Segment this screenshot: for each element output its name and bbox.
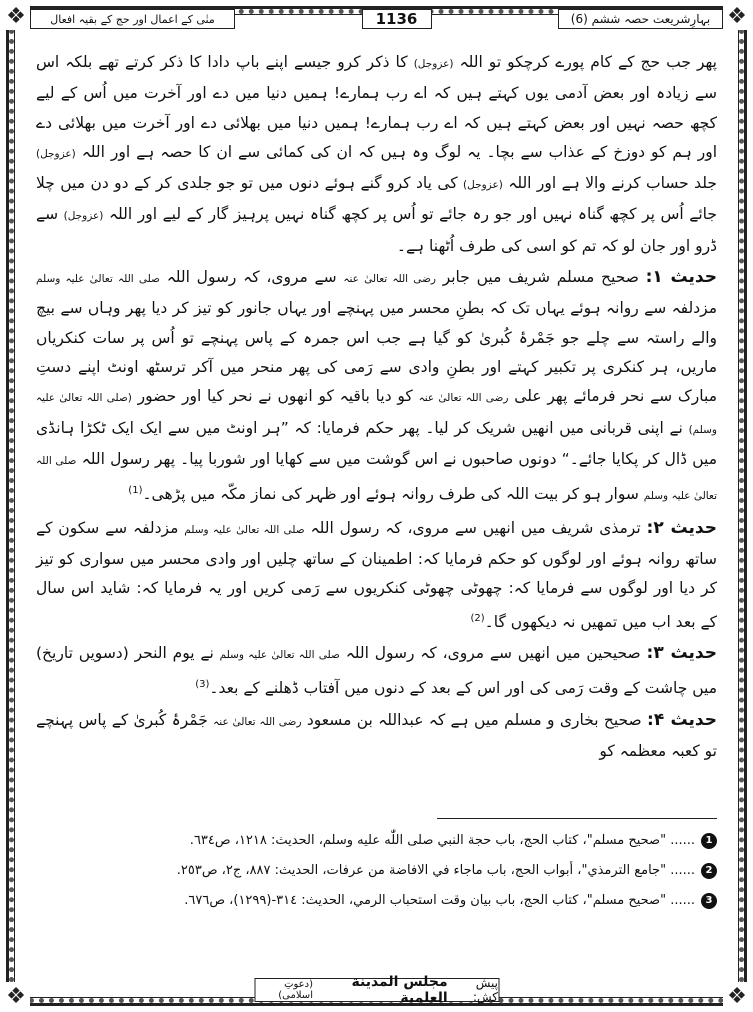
hadith-3: حدیث ۳: صحیحین میں انھیں سے مروی، کہ رسول اللہ صلی اللہ تعالیٰ علیہ وسلم نے یوم النحر (دسویں تاریخ) میں چاشت کے وقت رَمی کی اور اس کے بعد کے دنوں میں آفتاب ڈھلنے کے بعد۔$^{(3)}$ bbox=[36, 642, 717, 698]
book-title: بہارِشریعت حصہ ششم (6) bbox=[558, 9, 723, 29]
footnote-1 bbox=[36, 832, 717, 850]
publisher-footer bbox=[254, 974, 499, 1006]
hadith-label: حدیث ۳: bbox=[646, 642, 717, 663]
ornament-icon: ❖ bbox=[2, 2, 30, 30]
hadith-label: حدیث ۱: bbox=[645, 267, 717, 288]
footnote-3 bbox=[36, 892, 717, 910]
publisher-name: مجلس المدينة العلمية bbox=[351, 974, 448, 1006]
footnote-number: 3 bbox=[701, 893, 717, 909]
footnote-text: ...... "جامع الترمذي"، أبواب الحج، باب ماجاء في الافاضة من عرفات، الحديث: ٨٨٧، ج٢، ص٢٥٣. bbox=[176, 863, 695, 878]
main-text bbox=[36, 48, 717, 766]
footnote-number: 2 bbox=[701, 863, 717, 879]
hadith-1: حدیث ۱: صحیح مسلم شریف میں جابر رضی اللہ تعالیٰ عنہ سے مروی، کہ رسول اللہ صلی اللہ تعالیٰ علیہ وسلم مزدلفہ سے روانہ ہوئے یہاں تک کہ بطنِ محسر میں پہنچے اور یہاں جانور کو تیز کر دیا پھر وہاں سے بیچ والے راستہ سے چلے جو جَمْرۂ کُبریٰ کو گیا ہے جب اس جمرہ کے پاس پہنچے تو اُس پر سات کنکریاں ماریں، ہر کنکری پر تکبیر کہتے اور بطنِ وادی سے رَمی کی پھر منحر میں آکر ترسٹھ اونٹ اپنے دستِ مبارک سے نحر فرمائے پھر علی رضی اللہ تعالیٰ عنہ کو دیا باقیہ کو انھوں نے نحر کیا اور حضور (صلی اللہ تعالیٰ علیہ وسلم) نے اپنی قربانی میں انھیں شریک کر لیا۔ پھر حکم فرمایا: کہ ”ہر اونٹ میں سے ایک ایک ٹکڑا ہانڈی میں ڈال کر پکایا جائے۔“ دونوں صاحبوں نے اس گوشت میں سے کھایا اور شوربا پیا۔ پھر رسول اللہ صلی اللہ تعالیٰ علیہ وسلم سوار ہو کر بیت اللہ کی طرف روانہ ہوئے اور ظہر کی نماز مکّہ میں پڑھی۔$^{(1)}$ bbox=[36, 267, 717, 504]
hadith-2: حدیث ۲: ترمذی شریف میں انھیں سے مروی، کہ رسول اللہ صلی اللہ تعالیٰ علیہ وسلم مزدلفہ سے سکون کے ساتھ روانہ ہوئے اور لوگوں کو حکم فرمایا کہ: اطمینان کے ساتھ چلیں اور وادی محسر میں سواری کو تیز کر دیا اور لوگوں سے فرمایا کہ: چھوٹی چھوٹی کنکریوں سے رَمی کریں اور یہ فرمایا کہ: شاید اس سال کے بعد اب میں تمھیں نہ دیکھوں گا۔$^{(2)}$ bbox=[36, 517, 717, 631]
ornament-icon: ❖ bbox=[723, 982, 751, 1010]
footnote-ref[interactable]: (1) bbox=[128, 485, 143, 497]
hadith-4: حدیث ۴: صحیح بخاری و مسلم میں ہے کہ عبداللہ بن مسعود رضی اللہ تعالیٰ عنہ جَمْرۂ کُبریٰ کے پاس پہنچے تو کعبہ معظمہ کو bbox=[36, 709, 718, 760]
footnote-ref[interactable]: (2) bbox=[470, 612, 485, 624]
footnote-text: ...... "صحيح مسلم"، كتاب الحج، باب بيان وقت استحباب الرمي، الحديث: ٣١٤-(١٢٩٩)، ص٦٧٦. bbox=[184, 893, 695, 908]
page-header bbox=[30, 8, 723, 30]
ornament-icon: ❖ bbox=[2, 982, 30, 1010]
footnote-ref[interactable]: (3) bbox=[195, 679, 210, 691]
footnote-divider bbox=[437, 818, 717, 819]
footnote-number: 1 bbox=[701, 833, 717, 849]
ornament-icon: ❖ bbox=[723, 2, 751, 30]
hadith-label: حدیث ۴: bbox=[647, 709, 718, 730]
hadith-label: حدیث ۲: bbox=[646, 517, 717, 538]
footnotes bbox=[36, 832, 717, 922]
footnote-text: ...... "صحيح مسلم"، كتاب الحج، باب حجة النبي صلى اللّٰه عليه وسلم، الحديث: ١٢١٨، ص٦٣٤. bbox=[189, 833, 695, 848]
quran-paragraph: پھر جب حج کے کام پورے کرچکو تو اللہ (عزوجل) کا ذکر کرو جیسے اپنے باپ دادا کا ذکر کرتے تھے بلکہ اس سے زیادہ اور بعض آدمی یوں کہتے ہیں کہ اے رب ہمارے! ہمیں دنیا میں دے اور آخرت میں اُس کے لیے کچھ حصہ نہیں اور بعض کہتے ہیں کہ اے رب ہمارے! ہمیں دنیا میں بھلائی دے اور آخرت میں بھلائی دے اور ہم کو دوزخ کے عذاب سے بچا۔ یہ لوگ وہ ہیں کہ ان کی کمائی سے ان کا حصہ ہے اور اللہ (عزوجل) جلد حساب کرنے والا ہے اور اللہ (عزوجل) کی یاد کرو گنے ہوئے دنوں میں تو جو جلدی کر کے دو دن میں چلا جائے اُس پر کچھ گناہ نہیں اور جو رہ جائے تو اُس پر کچھ گناہ نہیں پرہیز گار کے لیے اور اللہ (عزوجل) سے ڈرو اور جان لو کہ تم کو اسی کی طرف اُٹھنا ہے۔ bbox=[36, 53, 718, 255]
publisher-sub: (دعوتِ اسلامی) bbox=[278, 979, 313, 1001]
footer-prefix: پیش کش: bbox=[472, 976, 498, 1004]
chapter-topic: منٰی کے اعمال اور حج کے بقیہ افعال bbox=[30, 9, 235, 29]
page-number: 1136 bbox=[362, 9, 432, 29]
footnote-2 bbox=[36, 862, 717, 880]
